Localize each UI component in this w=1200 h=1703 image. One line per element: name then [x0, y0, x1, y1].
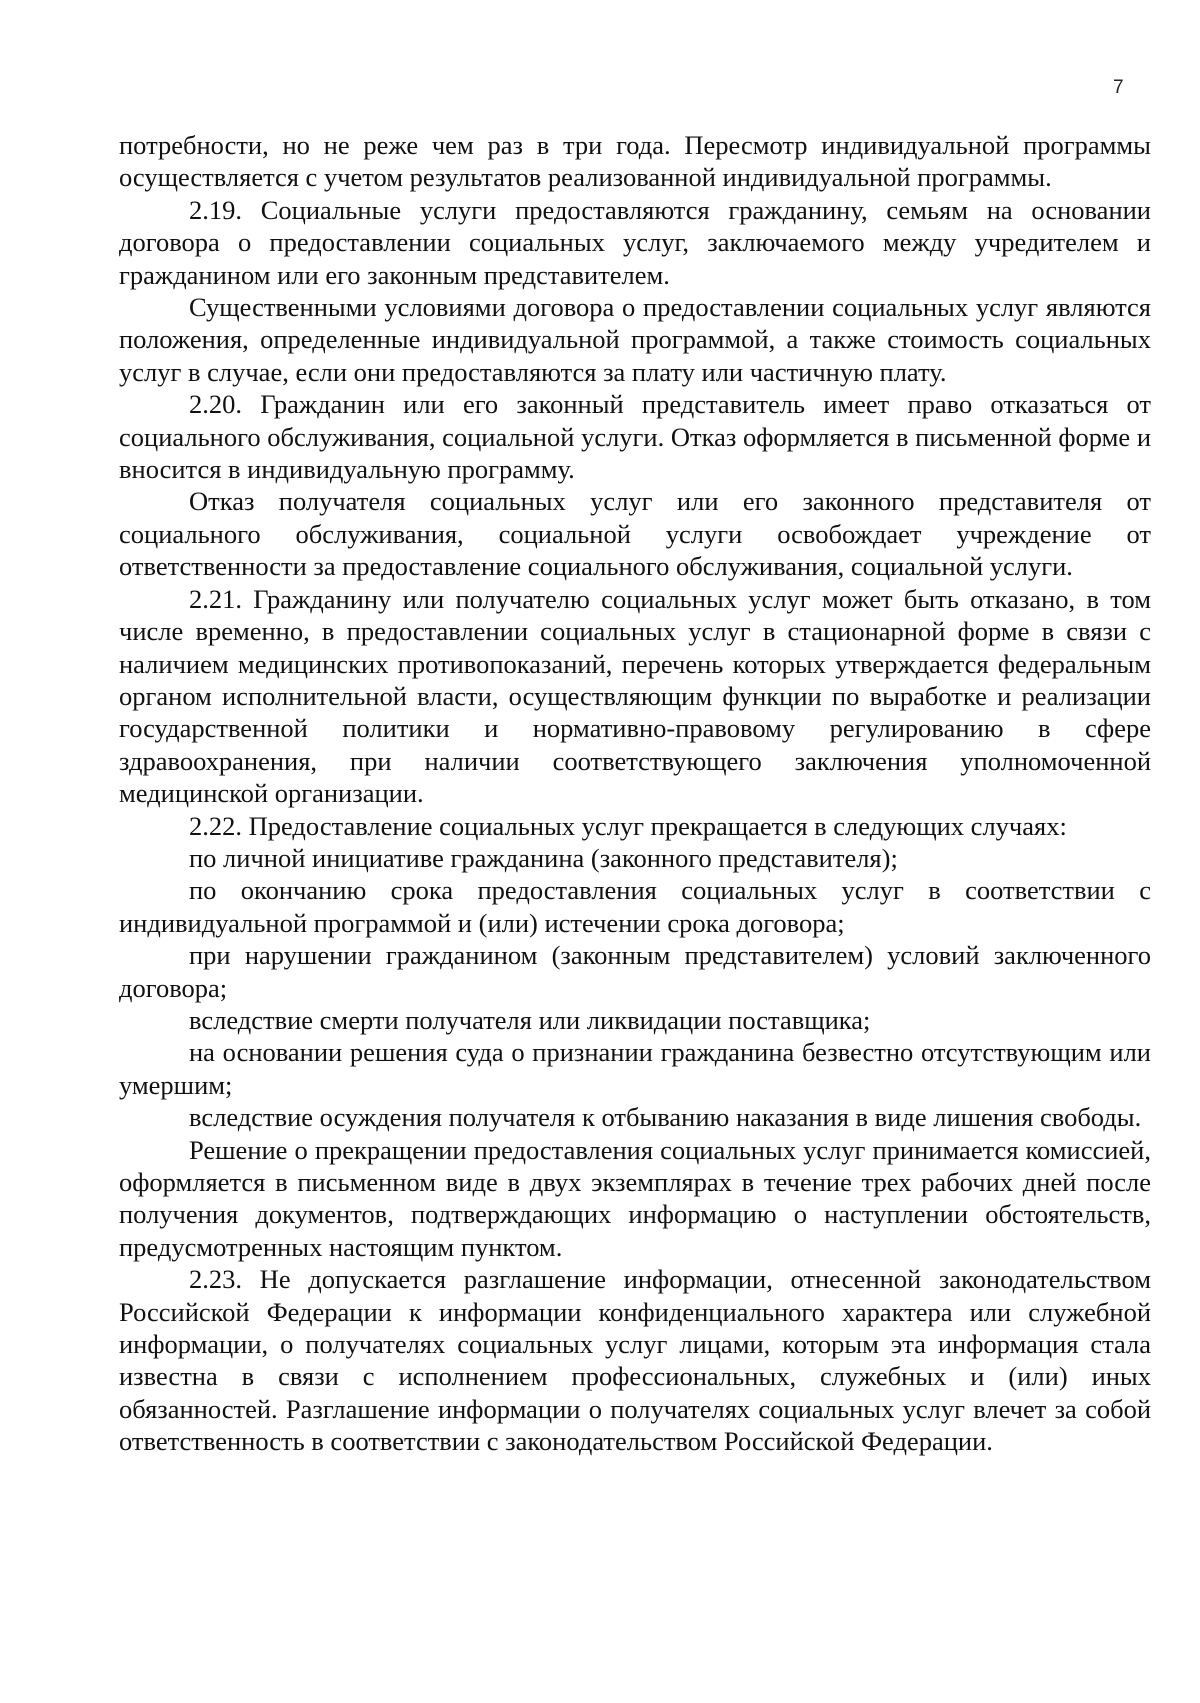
page-number: 7 [1113, 77, 1124, 98]
list-item-death-liquidation: вследствие смерти получателя или ликвидации поставщика; [189, 1004, 871, 1035]
paragraph-2-19: 2.19. Социальные услуги предоставляются гражданину, семьям на основании договора о предоставлении социальных услуг, заключаемого между учредителем и гражданином или его законным представителем. [119, 194, 1151, 290]
list-item-court-decision: на основании решения суда о признании гражданина безвестно отсутствующим или умершим; [119, 1037, 1151, 1100]
paragraph-2-23: 2.23. Не допускается разглашение информации, отнесенной законодательством Российской Федерации к информации конфиденциального характера или служебной информации, о получателях социальных услуг лицами, которым эта информация стала известна в связи с исполнением профессиональных, служебных и (или) иных обязанностей. Разглашение информации о получателях социальных услуг влечет за собой ответственность в соответствии с законодательством Российской Федерации. [119, 1264, 1151, 1457]
list-item-term-expiry: по окончанию срока предоставления социальных услуг в соответствии с индивидуальной программой и (или) истечении срока договора; [119, 875, 1151, 938]
paragraph-refusal: Отказ получателя социальных услуг или его законного представителя от социального обслуживания, социальной услуги освобождает учреждение от ответственности за предоставление социального обслуживания, социальной услуги. [119, 486, 1151, 582]
paragraph-contract-conditions: Существенными условиями договора о предоставлении социальных услуг являются положения, определенные индивидуальной программой, а также стоимость социальных услуг в случае, если они предоставляются за плату или частичную плату. [119, 292, 1151, 387]
list-item-conviction: вследствие осуждения получателя к отбыванию наказания в виде лишения свободы. [189, 1102, 1142, 1133]
paragraph-2-21: 2.21. Гражданину или получателю социальных услуг может быть отказано, в том числе временно, в предоставлении социальных услуг в стационарной форме в связи с наличием медицинских противопоказаний, перечень которых утверждается федеральным органом исполнительной власти, осуществляющим функции по выработке и реализации государственной политики и нормативно-правовому регулированию в сфере здравоохранения, при наличии соответствующего заключения уполномоченной медицинской организации. [119, 583, 1151, 809]
paragraph-2-20: 2.20. Гражданин или его законный представитель имеет право отказаться от социального обслуживания, социальной услуги. Отказ оформляется в письменной форме и вносится в индивидуальную программу. [119, 389, 1151, 485]
paragraph-termination-decision: Решение о прекращении предоставления социальных услуг принимается комиссией, оформляется в письменном виде в двух экземплярах в течение трех рабочих дней после получения документов, подтверждающих информацию о наступлении обстоятельств, предусмотренных настоящим пунктом. [119, 1134, 1151, 1262]
list-item-personal-initiative: по личной инициативе гражданина (законного представителя); [189, 842, 898, 873]
paragraph-continuation: потребности, но не реже чем раз в три года. Пересмотр индивидуальной программы осуществляется с учетом результатов реализованной индивидуальной программы. [119, 130, 1151, 193]
paragraph-2-22: 2.22. Предоставление социальных услуг прекращается в следующих случаях: [189, 810, 1067, 841]
document-body [119, 129, 1151, 1458]
list-item-contract-violation: при нарушении гражданином (законным представителем) условий заключенного договора; [119, 940, 1151, 1003]
